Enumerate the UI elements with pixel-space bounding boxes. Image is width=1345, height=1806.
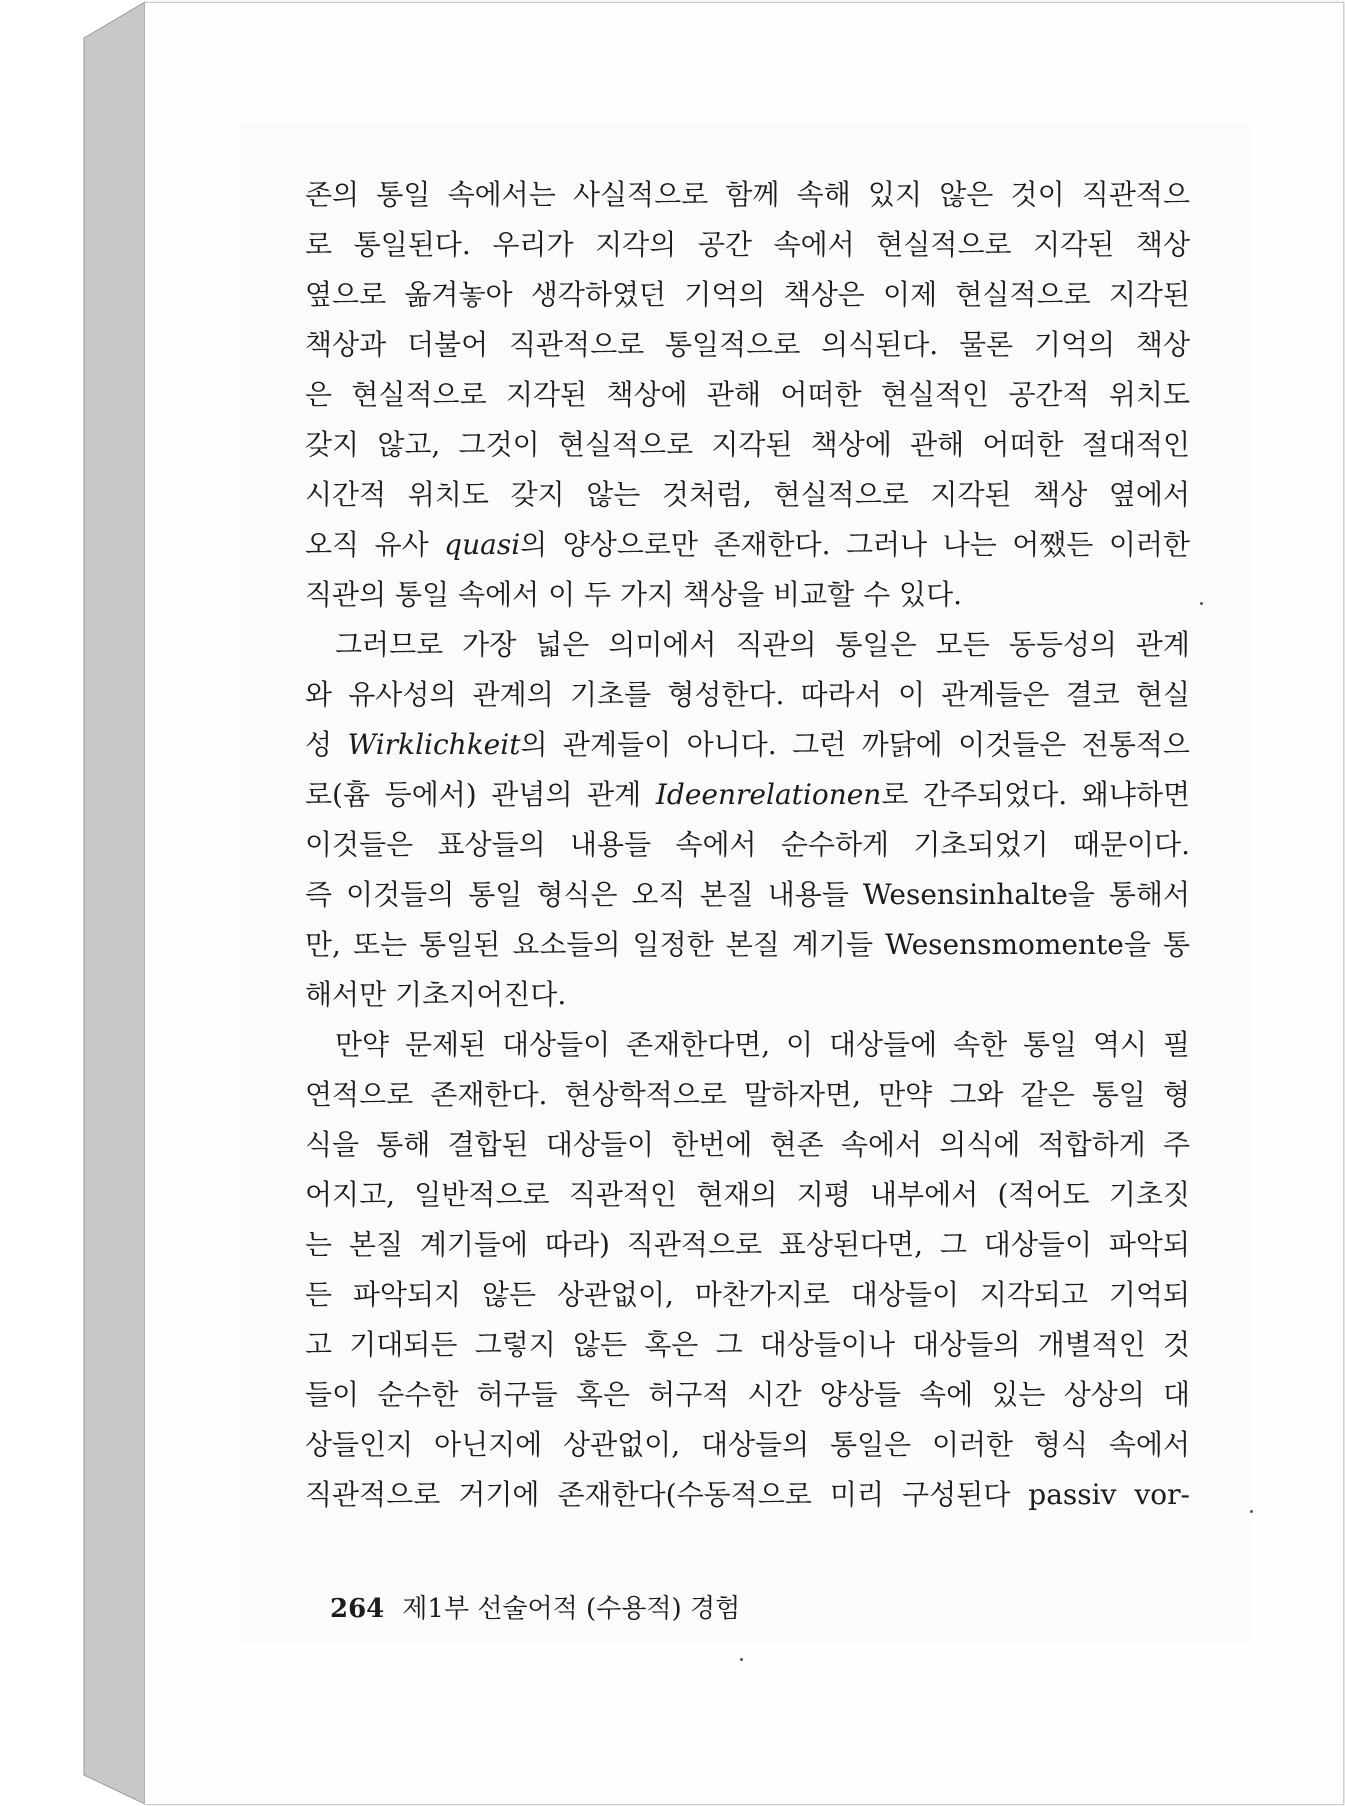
- text-line: 이것들은 표상들의 내용들 속에서 순수하게 기초되었기 때문이다.: [305, 828, 1190, 861]
- foreign-term: quasi: [444, 528, 521, 561]
- scan-speck: [740, 1658, 743, 1661]
- text-line: 즉 이것들의 통일 형식은 오직 본질 내용들 Wesensinhalte을 통해서: [305, 878, 1190, 911]
- scan-speck: [1250, 1510, 1253, 1513]
- text-line: 고 기대되든 그렇지 않든 혹은 그 대상들이나 대상들의 개별적인 것: [305, 1328, 1190, 1361]
- page-footer: [330, 1588, 740, 1625]
- text-line: 시간적 위치도 갖지 않는 것처럼, 현실적으로 지각된 책상 옆에서: [305, 478, 1190, 511]
- foreign-term: Wirklichkeit: [347, 728, 521, 761]
- text-line: 식을 통해 결합된 대상들이 한번에 현존 속에서 의식에 적합하게 주: [305, 1128, 1190, 1161]
- text-line: 들이 순수한 허구들 혹은 허구적 시간 양상들 속에 있는 상상의 대: [305, 1378, 1190, 1411]
- text-line: 직관적으로 거기에 존재한다(수동적으로 미리 구성된다 passiv vor-: [305, 1478, 1190, 1511]
- text-line: 성 Wirklichkeit의 관계들이 아니다. 그런 까닭에 이것들은 전통적으: [305, 728, 1190, 761]
- text-line: 로(흄 등에서) 관념의 관계 Ideenrelationen로 간주되었다. 왜냐하면: [305, 778, 1190, 811]
- text-line: 해서만 기초지어진다.: [305, 978, 567, 1011]
- page-number: 264: [330, 1594, 385, 1624]
- foreign-term: Ideenrelationen: [655, 778, 882, 811]
- text-line: 와 유사성의 관계의 기초를 형성한다. 따라서 이 관계들은 결코 현실: [305, 678, 1190, 711]
- text-line: 는 본질 계기들에 따라) 직관적으로 표상된다면, 그 대상들이 파악되: [305, 1228, 1190, 1261]
- text-line: 든 파악되지 않든 상관없이, 마찬가지로 대상들이 지각되고 기억되: [305, 1278, 1190, 1311]
- scan-speck: [1200, 602, 1203, 605]
- text-line: 상들인지 아닌지에 상관없이, 대상들의 통일은 이러한 형식 속에서: [305, 1428, 1190, 1461]
- text-line: 책상과 더불어 직관적으로 통일적으로 의식된다. 물론 기억의 책상: [305, 328, 1190, 361]
- text-line: 갖지 않고, 그것이 현실적으로 지각된 책상에 관해 어떠한 절대적인: [305, 428, 1190, 461]
- text-line: 로 통일된다. 우리가 지각의 공간 속에서 현실적으로 지각된 책상: [305, 228, 1190, 261]
- text-line: 옆으로 옮겨놓아 생각하였던 기억의 책상은 이제 현실적으로 지각된: [305, 278, 1190, 311]
- text-line: 은 현실적으로 지각된 책상에 관해 어떠한 현실적인 공간적 위치도: [305, 378, 1190, 411]
- running-head: 제1부 선술어적 (수용적) 경험: [402, 1594, 741, 1624]
- text-line: 존의 통일 속에서는 사실적으로 함께 속해 있지 않은 것이 직관적으: [305, 178, 1190, 211]
- text-line: 어지고, 일반적으로 직관적인 현재의 지평 내부에서 (적어도 기초짓: [305, 1178, 1190, 1211]
- text-line: 오직 유사 quasi의 양상으로만 존재한다. 그러나 나는 어쨌든 이러한: [305, 528, 1190, 561]
- text-line: 만, 또는 통일된 요소들의 일정한 본질 계기들 Wesensmomente을 통: [305, 928, 1190, 961]
- text-line: 직관의 통일 속에서 이 두 가지 책상을 비교할 수 있다.: [305, 578, 963, 611]
- body-text: [305, 170, 1190, 1520]
- text-line: 그러므로 가장 넓은 의미에서 직관의 통일은 모든 동등성의 관계: [335, 628, 1190, 661]
- text-line: 연적으로 존재한다. 현상학적으로 말하자면, 만약 그와 같은 통일 형: [305, 1078, 1190, 1111]
- text-line: 만약 문제된 대상들이 존재한다면, 이 대상들에 속한 통일 역시 필: [335, 1028, 1190, 1061]
